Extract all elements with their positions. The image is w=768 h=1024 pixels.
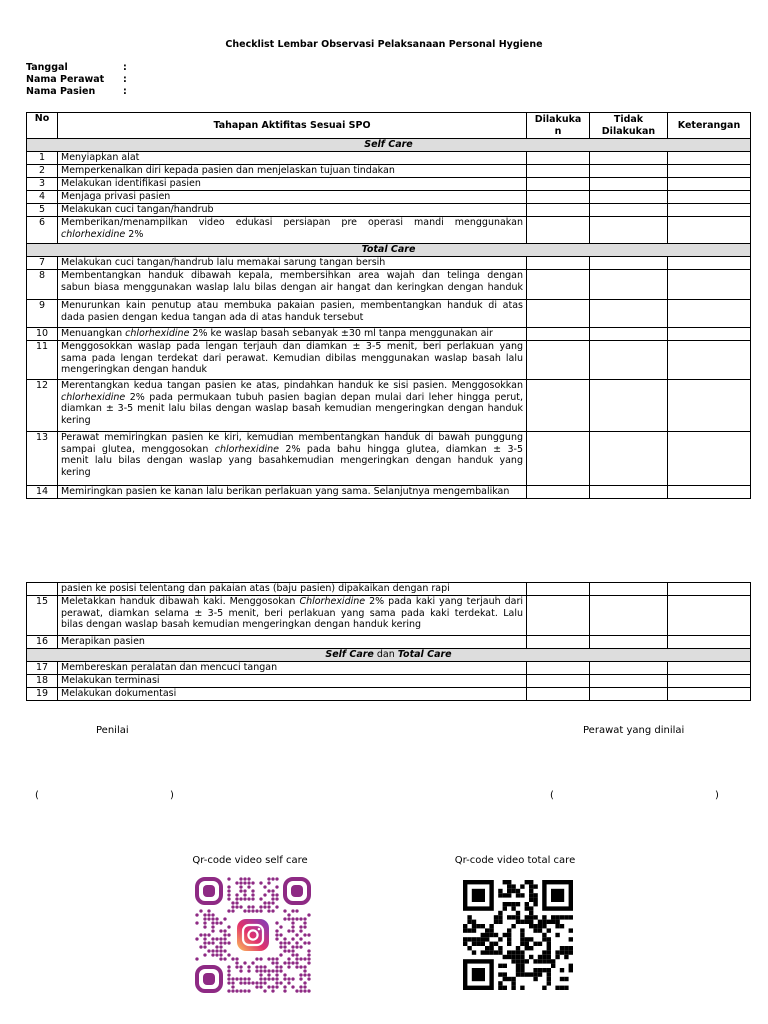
nurse-name-label: Nama Perawat <box>26 74 105 85</box>
table-row: Perawat memiringkan pasien ke kiri, kemudian membentangkan handuk di bawah punggung sampai glutea, menggosokan chlorhexidine 2% pada bahu hingga glutea, diamkan ± 3-5 menit lalu bilas dengan waslap yang basahkemudian mengeringkan dengan handuk yang kering <box>58 432 527 486</box>
document-title: Checklist Lembar Observasi Pelaksanaan Personal Hygiene <box>225 39 543 50</box>
qr-code-self-care[interactable] <box>195 877 311 993</box>
header-step: Tahapan Aktifitas Sesuai SPO <box>58 113 527 139</box>
header-note: Keterangan <box>668 113 751 139</box>
table-row: Merentangkan kedua tangan pasien ke atas, pindahkan handuk ke sisi pasien. Menggosokkan chlorhexidine 2% pada permukaan tubuh pasien bagian depan mulai dari leher hingga perut, diamkan ± 3-5 menit lalu bilas dengan waslap basah kemudian mengeringkan dengan handuk kering <box>58 380 527 432</box>
table-row: Menggosokkan waslap pada lengan terjauh dan diamkan ± 3-5 menit, beri perlakuan yang sama pada lengan terdekat dari perawat. Kemudian dibilas menggunakan waslap basah lalu mengeringkan dengan handuk <box>58 341 527 380</box>
table-row: Menyiapkan alat <box>58 152 527 165</box>
qr-code-total-care[interactable] <box>463 880 573 990</box>
table-row: Menuangkan chlorhexidine 2% ke waslap basah sebanyak ±30 ml tanpa menggunakan air <box>58 328 527 341</box>
checklist-table-part1: No Tahapan Aktifitas Sesuai SPO Dilakuka n Tidak Dilakukan Keterangan Self Care 1 Menyiapkan alat 2 Memperkenalkan diri kepada pasien dan menjelaskan tujuan tindakan 3 Melakukan identifikasi pasien 4 Menjaga privasi pasien 5 Melakukan cuci tangan/handrub 6 Memberikan/menampilkan video edukasi persiapan pre operasi mandi menggunakan chlorhexidine 2% Total Care 7 Melakukan cuci tangan/handrub lalu memakai sarung tangan bersih 8 Membentangkan handuk dibawah kepala, membersihkan area wajah dan telinga dengan sabun biasa menggunakan waslap lalu bilas dengan air hangat dan keringkan dengan handuk 9 Menurunkan kain penutup atau membuka pakaian pasien, membentangkan handuk di atas dada pasien dengan kedua tangan ada di atas handuk tersebut 10 Menuangkan chlorhexidine 2% ke waslap basah sebanyak ±30 ml tanpa menggunakan air 11 Menggosokkan waslap pada lengan terjauh dan diamkan ± 3-5 menit, beri perlakuan yang sama pada lengan terdekat dari perawat. Kemudian dibilas menggunakan waslap basah lalu mengeringkan dengan handuk 12 Merentangkan kedua tangan pasien ke atas, pindahkan handuk ke sisi pasien. Menggosokkan chlorhexidine 2% pada permukaan tubuh pasien bagian depan mulai dari leher hingga perut, diamkan ± 3-5 menit lalu bilas dengan waslap basah kemudian mengeringkan dengan handuk kering 13 Perawat memiringkan pasien ke kiri, kemudian membentangkan handuk di bawah punggung sampai glutea, menggosokan chlorhexidine 2% pada bahu hingga glutea, diamkan ± 3-5 menit lalu bilas dengan waslap yang basahkemudian mengeringkan dengan handuk yang kering 14 Memiringkan pasien ke kanan lalu berikan perlakuan yang sama. Selanjutnya mengembalikan <box>26 112 751 499</box>
table-row: pasien ke posisi telentang dan pakaian atas (baju pasien) dipakaikan dengan rapi <box>58 583 527 596</box>
assessor-signature-open: ( <box>35 790 39 801</box>
table-row: Merapikan pasien <box>58 636 527 649</box>
assessor-signature-close: ) <box>170 790 174 801</box>
patient-name-label: Nama Pasien <box>26 86 96 97</box>
table-row: Menjaga privasi pasien <box>58 191 527 204</box>
instagram-icon <box>233 915 273 955</box>
nurse-signature-open: ( <box>550 790 554 801</box>
header-no: No <box>27 113 58 139</box>
table-row: Memiringkan pasien ke kanan lalu berikan perlakuan yang sama. Selanjutnya mengembalikan <box>58 486 527 499</box>
table-row: Memberikan/menampilkan video edukasi persiapan pre operasi mandi menggunakan chlorhexidine 2% <box>58 217 527 244</box>
table-row: Memperkenalkan diri kepada pasien dan menjelaskan tujuan tindakan <box>58 165 527 178</box>
header-not-done: Tidak Dilakukan <box>590 113 668 139</box>
table-row: Meletakkan handuk dibawah kaki. Menggosokan Chlorhexidine 2% pada kaki yang terjauh dari perawat, diamkan selama ± 3-5 menit, beri perlakuan yang sama pada kaki terdekat. Lalu bilas dengan waslap basah kemudian mengeringkan dengan handuk kering <box>58 596 527 636</box>
info-block: Tanggal : Nama Perawat : Nama Pasien : <box>26 62 127 97</box>
header-done: Dilakuka n <box>527 113 590 139</box>
assessed-nurse-label: Perawat yang dinilai <box>583 725 685 736</box>
table-row: Melakukan identifikasi pasien <box>58 178 527 191</box>
checklist-table-part2: pasien ke posisi telentang dan pakaian atas (baju pasien) dipakaikan dengan rapi 15 Meletakkan handuk dibawah kaki. Menggosokan Chlorhexidine 2% pada kaki yang terjauh dari perawat, diamkan selama ± 3-5 menit, beri perlakuan yang sama pada kaki terdekat. Lalu bilas dengan waslap basah kemudian mengeringkan dengan handuk kering 16 Merapikan pasien Self Care dan Total Care 17 Membereskan peralatan dan mencuci tangan 18 Melakukan terminasi 19 Melakukan dokumentasi <box>26 582 751 701</box>
table-row: Melakukan cuci tangan/handrub <box>58 204 527 217</box>
table-row: Melakukan cuci tangan/handrub lalu memakai sarung tangan bersih <box>58 257 527 270</box>
table-row: Melakukan terminasi <box>58 675 527 688</box>
table-row: Melakukan dokumentasi <box>58 688 527 701</box>
section-self-and-total-care: Self Care dan Total Care <box>27 649 751 662</box>
table-row: Membereskan peralatan dan mencuci tangan <box>58 662 527 675</box>
section-self-care: Self Care <box>27 139 751 152</box>
qr-self-care-caption: Qr-code video self care <box>192 855 308 866</box>
date-label: Tanggal <box>26 62 68 73</box>
nurse-signature-close: ) <box>715 790 719 801</box>
qr-total-care-caption: Qr-code video total care <box>454 855 576 866</box>
table-row: Menurunkan kain penutup atau membuka pakaian pasien, membentangkan handuk di atas dada pasien dengan kedua tangan ada di atas handuk tersebut <box>58 300 527 328</box>
assessor-label: Penilai <box>96 725 129 736</box>
table-row: Membentangkan handuk dibawah kepala, membersihkan area wajah dan telinga dengan sabun biasa menggunakan waslap lalu bilas dengan air hangat dan keringkan dengan handuk <box>58 270 527 300</box>
section-total-care: Total Care <box>27 244 751 257</box>
